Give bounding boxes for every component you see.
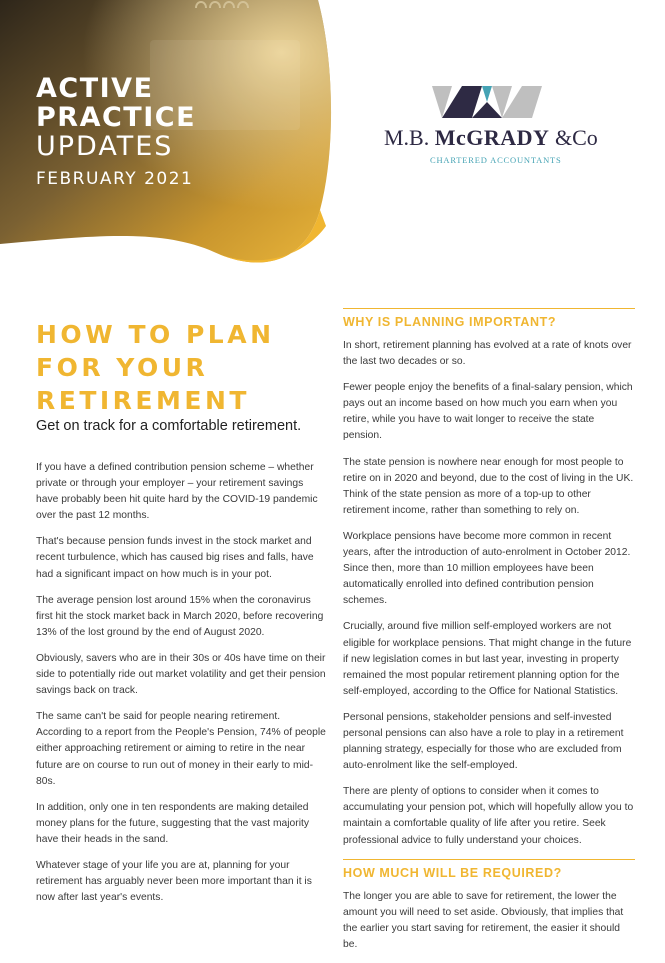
paragraph: Fewer people enjoy the benefits of a final-salary pension, which pays out an income based on how much you earn when you retire, while you have to wait longer to receive the state pension. <box>343 382 633 442</box>
article-subtitle: Get on track for a comfortable retirement. <box>36 418 302 434</box>
section-heading-why-planning: WHY IS PLANNING IMPORTANT? <box>343 308 635 329</box>
paragraph: Whatever stage of your life you are at, planning for your retirement has arguably never been more important than it is now after last year's events. <box>36 859 312 904</box>
paragraph: Personal pensions, stakeholder pensions and self-invested personal pensions can also have a role to play in a retirement planning strategy, especially for those who are excluded from auto-enrolment like the self-employed. <box>343 711 624 772</box>
paragraph: Obviously, savers who are in their 30s or 40s have time on their side to potentially ride out market volatility and get their pension savings back on track. <box>36 652 326 697</box>
firm-subtitle: CHARTERED ACCOUNTANTS <box>430 155 562 165</box>
firm-name: M.B. McGRADY &Co <box>384 125 598 150</box>
right-column <box>343 308 635 963</box>
article-title: HOW TO PLAN FOR YOUR RETIREMENT <box>36 320 275 415</box>
left-column <box>36 460 328 916</box>
hero-line-practice: PRACTICE <box>36 102 197 133</box>
paragraph: That's because pension funds invest in the stock market and recent turbulence, which has caused big rises and falls, have had a significant impact on how much is in your pot. <box>36 536 314 580</box>
hero-date: FEBRUARY 2021 <box>36 169 194 189</box>
hero-banner <box>0 0 340 272</box>
paragraph: The same can't be said for people nearing retirement. According to a report from the People's Pension, 74% of people either approaching retirement or aiming to retire in the near future are on course to run out of money in their early to mid-80s. <box>36 711 326 787</box>
paragraph: Workplace pensions have become more common in recent years, after the introduction of auto-enrolment in October 2012. Since then, more than 10 million employees have been automatically enrolled into defined contribution pension schemes. <box>343 530 631 607</box>
hero-line-active: ACTIVE <box>36 73 154 104</box>
paragraph: The state pension is nowhere near enough for most people to retire on in 2020 and beyond, due to the cost of living in the UK. Think of the state pension as more of a top-up to other retirement income, rather than something to rely on. <box>343 456 634 516</box>
hero-line-updates: UPDATES <box>36 131 174 162</box>
paragraph: In addition, only one in ten respondents are making detailed money plans for the future, suggesting that the vast majority have their heads in the sand. <box>36 801 310 845</box>
paragraph: There are plenty of options to consider when it comes to accumulating your pension pot, which will hopefully allow you to maintain a comfortable quality of life after you retire. Seek professional advice to fully understand your choices. <box>343 786 634 846</box>
hero-title <box>36 74 196 189</box>
firm-logo-mark <box>384 82 604 122</box>
paragraph: Crucially, around five million self-employed workers are not eligible for workplace pensions. That might change in the future if new legislation comes in but last year, investing in property remained the most popular retirement planning option for the self-employed, according to the Office for National Statistics. <box>343 621 632 697</box>
paragraph: The longer you are able to save for retirement, the lower the amount you will need to set aside. Obviously, that implies that the earlier you start saving for retirement, the easier it should be. <box>343 890 624 950</box>
section-heading-how-much: HOW MUCH WILL BE REQUIRED? <box>343 859 635 880</box>
paragraph: In short, retirement planning has evolved at a rate of knots over the last two decades or so. <box>343 340 632 368</box>
paragraph: If you have a defined contribution pension scheme – whether private or through your employer – your retirement savings have probably been hit quite hard by the COVID-19 pandemic over the past 12 months. <box>36 462 318 522</box>
paragraph: The average pension lost around 15% when the coronavirus first hit the stock market back in March 2020, before recovering 13% of the lost ground by the end of August 2020. <box>36 594 324 638</box>
